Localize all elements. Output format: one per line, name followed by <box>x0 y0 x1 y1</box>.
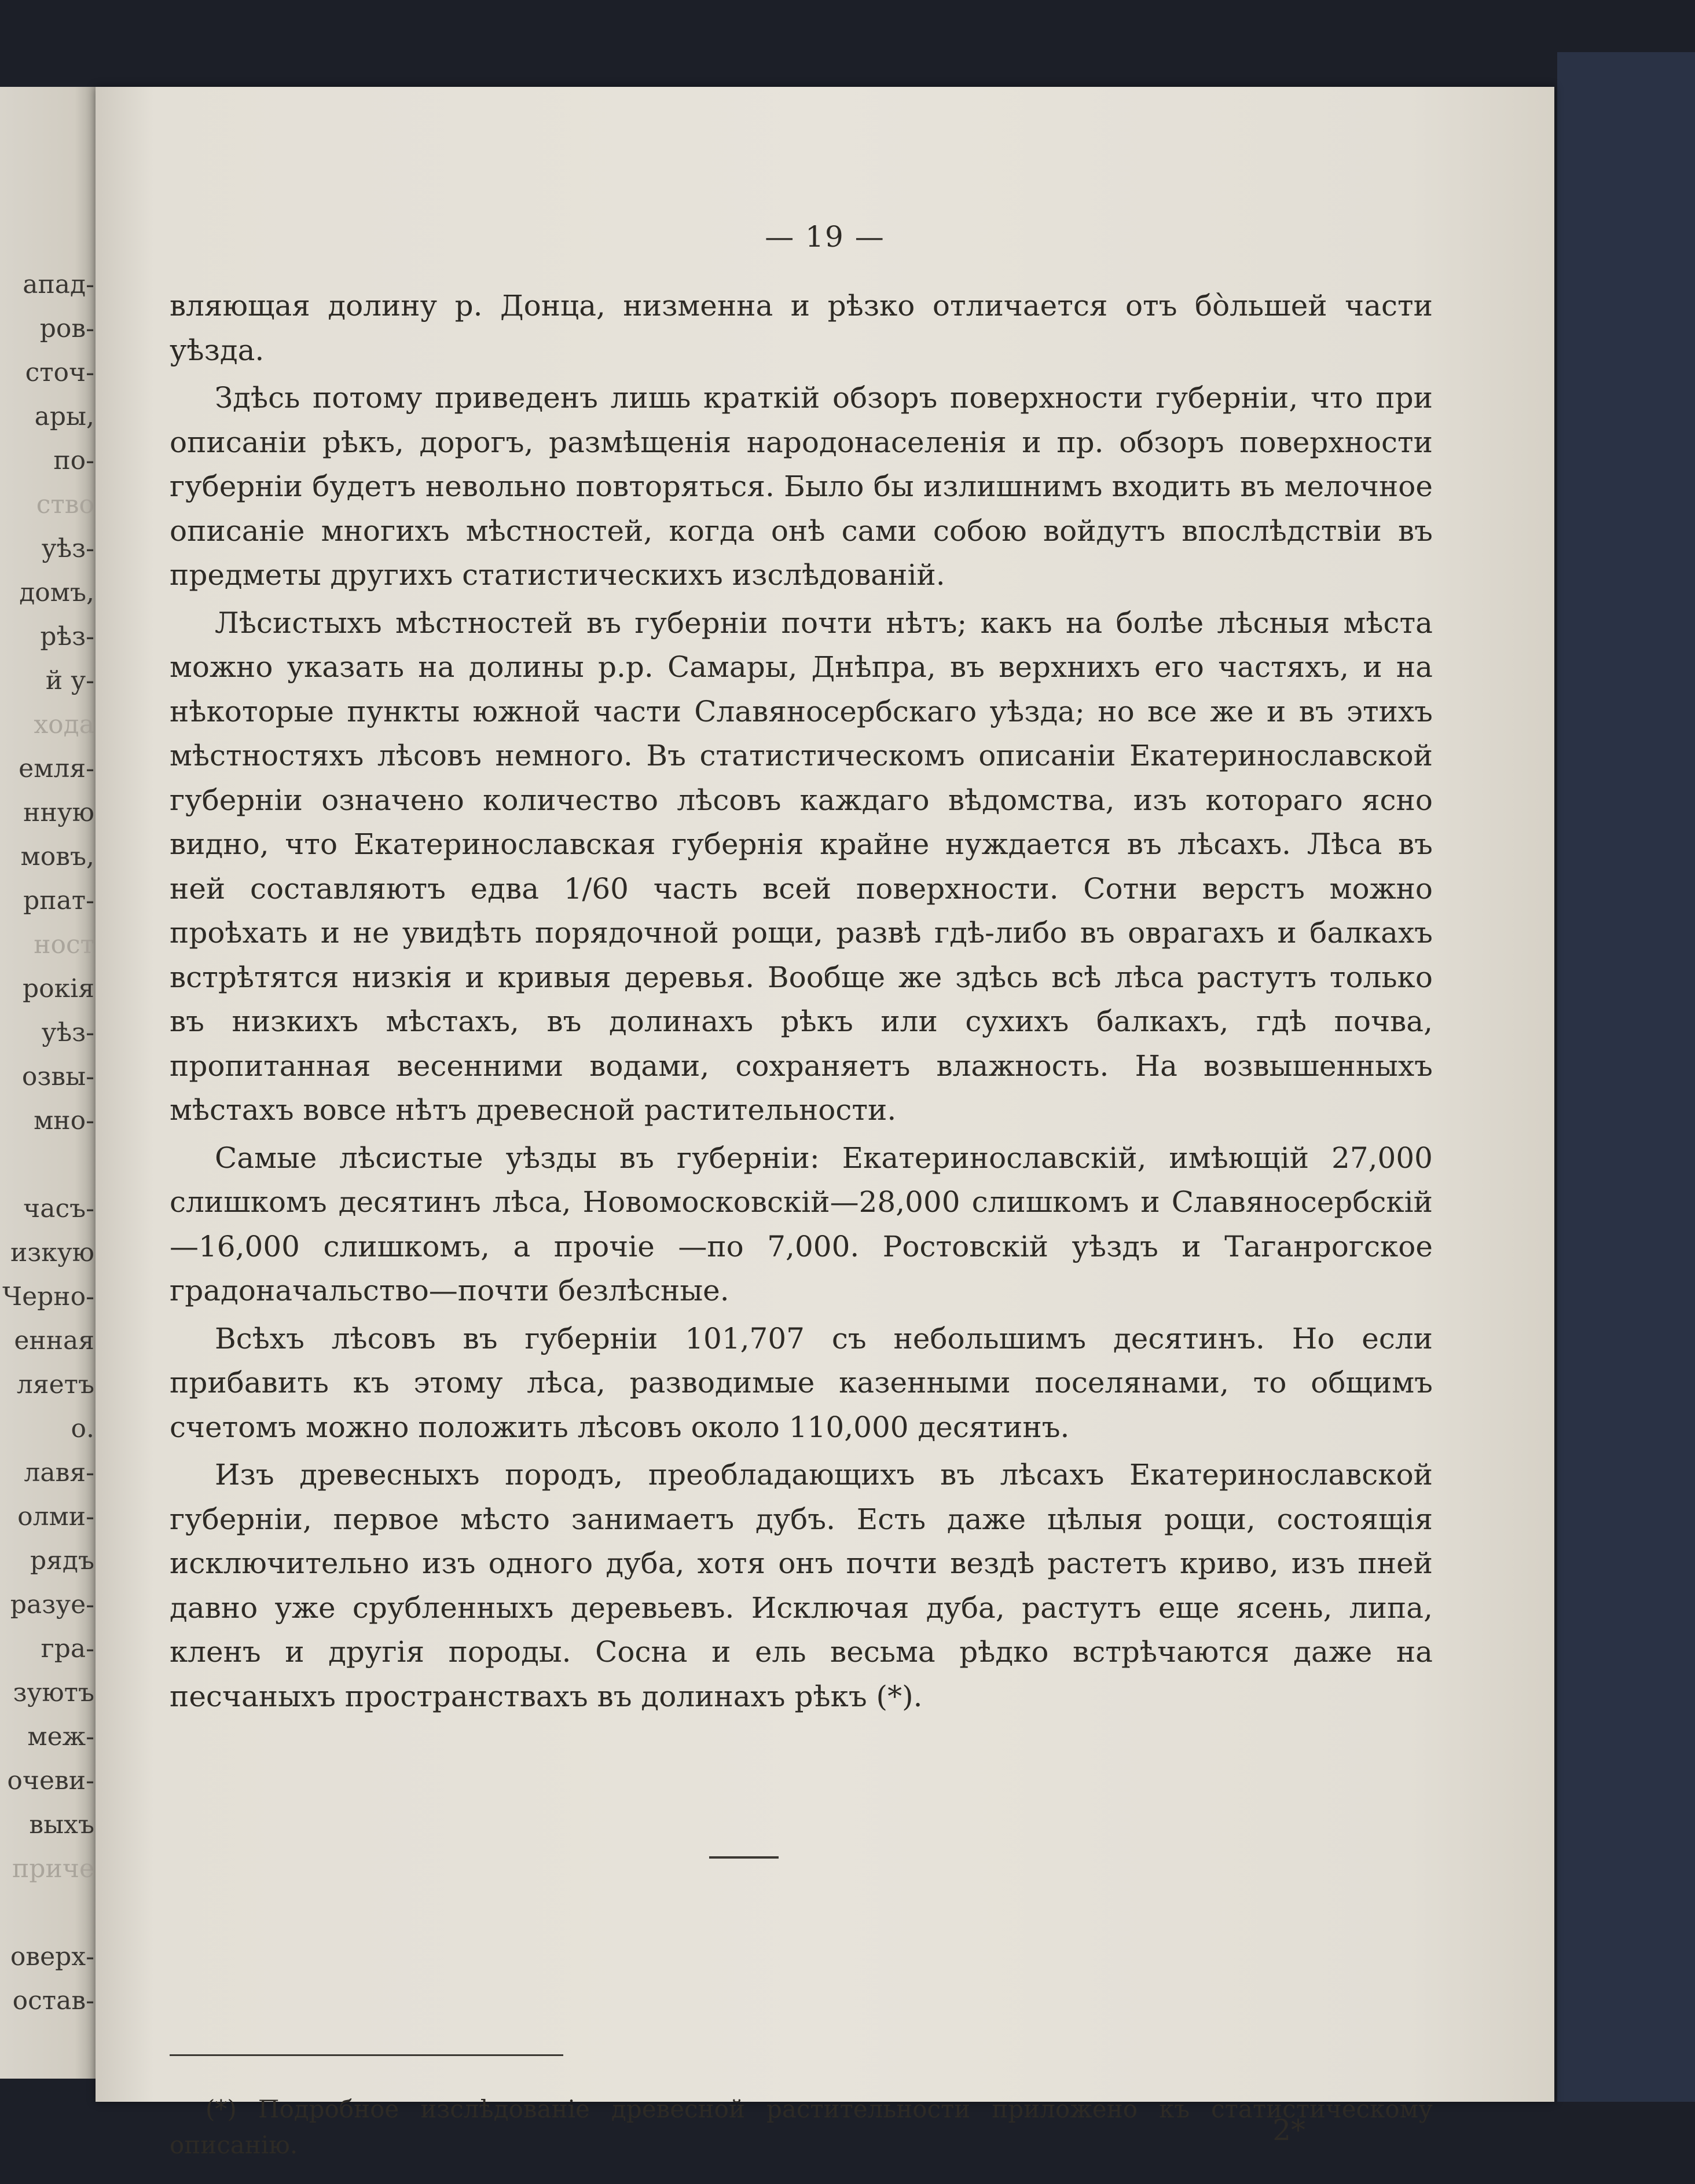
facing-page-line: озвы- <box>21 1062 94 1091</box>
facing-page-line: ары, <box>34 402 94 431</box>
facing-page-line: рпат- <box>23 886 94 915</box>
paragraph: Самые лѣсистые уѣзды въ губерніи: Екатеринославскій, имѣющій 27,000 слишкомъ десятинъ лѣса, Новомосковскій—28,000 слишкомъ и Славяносербскій—16,000 слишкомъ, а прочіе —по 7,000. Ростовскій уѣздъ и Таганрогское градоначальство—почти безлѣсные. <box>170 1141 1433 1307</box>
facing-page-line: меж- <box>27 1722 94 1751</box>
facing-page-line: очеви- <box>7 1766 94 1795</box>
facing-page-line: изкую <box>10 1238 94 1267</box>
facing-page-fragment <box>0 87 107 2079</box>
facing-page-line: гра- <box>41 1634 94 1663</box>
paragraph: Всѣхъ лѣсовъ въ губерніи 101,707 съ небольшимъ десятинъ. Но если прибавить къ этому лѣса, разводимые казенными поселянами, то общимъ счетомъ можно положить лѣсовъ около 110,000 десятинъ. <box>170 1321 1433 1444</box>
facing-page-line: рокія <box>23 974 94 1003</box>
facing-page-line: апад- <box>23 270 94 299</box>
facing-page-line: емля- <box>19 754 94 783</box>
paragraph: вляющая долину р. Донца, низменна и рѣзко отличается отъ бо̀льшей части уѣзда. <box>170 289 1433 367</box>
body-text <box>170 284 1433 1718</box>
paragraph: Лѣсистыхъ мѣстностей въ губерніи почти нѣтъ; какъ на болѣе лѣсныя мѣста можно указать на долины р.р. Самары, Днѣпра, въ верхнихъ его частяхъ, и на нѣкоторые пункты южной части Славяносербскаго уѣзда; но все же и въ этихъ мѣстностяхъ лѣсовъ немного. Въ статистическомъ описаніи Екатеринославской губерніи означено количество лѣсовъ каждаго вѣдомства, изъ котораго ясно видно, что Екатеринославская губернія крайне нуждается въ лѣсахъ. Лѣса въ ней составляютъ едва 1/60 часть всей поверхности. Сотни верстъ можно проѣхать и не увидѣть порядочной рощи, развѣ гдѣ-либо въ оврагахъ и балкахъ встрѣтятся низкія и кривыя деревья. Вообще же здѣсь всѣ лѣса растутъ только въ низкихъ мѣстахъ, въ долинахъ рѣкъ или сухихъ балкахъ, гдѣ почва, пропитанная весенними водами, сохраняетъ влажность. На возвышенныхъ мѣстахъ вовсе нѣтъ древесной растительности. <box>170 606 1433 1127</box>
facing-page-line: выхъ <box>29 1810 94 1839</box>
facing-page-line: рѣз- <box>40 622 94 651</box>
facing-page-line: енная <box>14 1326 94 1355</box>
facing-page-line: остав- <box>12 1986 94 2016</box>
facing-page-line: уѣз- <box>41 534 94 563</box>
footnote: (*) Подробное изслѣдованіе древесной растительности приложено къ статистическому описанію. <box>170 2095 1433 2159</box>
facing-page-line: часъ- <box>23 1194 94 1223</box>
facing-page-line: лавя- <box>24 1458 94 1487</box>
facing-page-line: ляетъ <box>16 1370 94 1399</box>
facing-page-line: олми- <box>17 1502 94 1531</box>
book-cover-edge <box>1557 52 1695 2102</box>
facing-page-line: хода <box>34 710 94 739</box>
facing-page-line: оверх- <box>10 1942 94 1972</box>
facing-page-line: мовъ, <box>20 842 94 871</box>
facing-page-line: Черно- <box>2 1282 94 1311</box>
paragraph: Изъ древесныхъ породъ, преобладающихъ въ лѣсахъ Екатеринославской губерніи, первое мѣсто занимаетъ дубъ. Есть даже цѣлыя рощи, состоящія исключительно изъ одного дуба, хотя онъ почти вездѣ растетъ криво, изъ пней давно уже срубленныхъ деревьевъ. Исключая дуба, растутъ еще ясень, липа, кленъ и другія породы. Сосна и ель весьма рѣдко встрѣчаются даже на песчаныхъ пространствахъ въ долинахъ рѣкъ (*). <box>170 1458 1433 1713</box>
facing-page-line: рядъ <box>30 1546 94 1575</box>
facing-page-line: мно- <box>34 1106 94 1135</box>
facing-page-line: ство <box>36 490 94 519</box>
section-separator <box>709 1856 779 1859</box>
paragraph: Здѣсь потому приведенъ лишь краткій обзоръ поверхности губерніи, что при описаніи рѣкъ, дорогъ, размѣщенія народонаселенія и пр. обзоръ поверхности губерніи будетъ невольно повторяться. Было бы излишнимъ входить въ мелочное описаніе многихъ мѣстностей, когда онѣ сами собою войдутъ впослѣдствіи въ предметы другихъ статистическихъ изслѣдованій. <box>170 381 1433 592</box>
facing-page-line: по- <box>53 446 94 475</box>
facing-page-line: й у- <box>45 666 94 695</box>
facing-page-line: о. <box>71 1414 94 1443</box>
facing-page-line: уѣз- <box>41 1018 94 1047</box>
facing-page-line: ност <box>34 930 94 959</box>
facing-page-line: зуютъ <box>13 1678 94 1707</box>
footnote-rule <box>170 2054 563 2056</box>
facing-page-line: сточ- <box>25 358 94 387</box>
facing-page-line: домъ, <box>19 578 94 607</box>
facing-page-line: приче <box>12 1854 94 1883</box>
facing-page-line: разуе- <box>10 1590 94 1619</box>
page-number: — 19 — <box>765 220 885 254</box>
facing-page-line: ров- <box>39 314 94 343</box>
signature-mark: 2* <box>1272 2113 1305 2147</box>
facing-page-line: нную <box>23 798 94 827</box>
book-page <box>96 87 1554 2159</box>
